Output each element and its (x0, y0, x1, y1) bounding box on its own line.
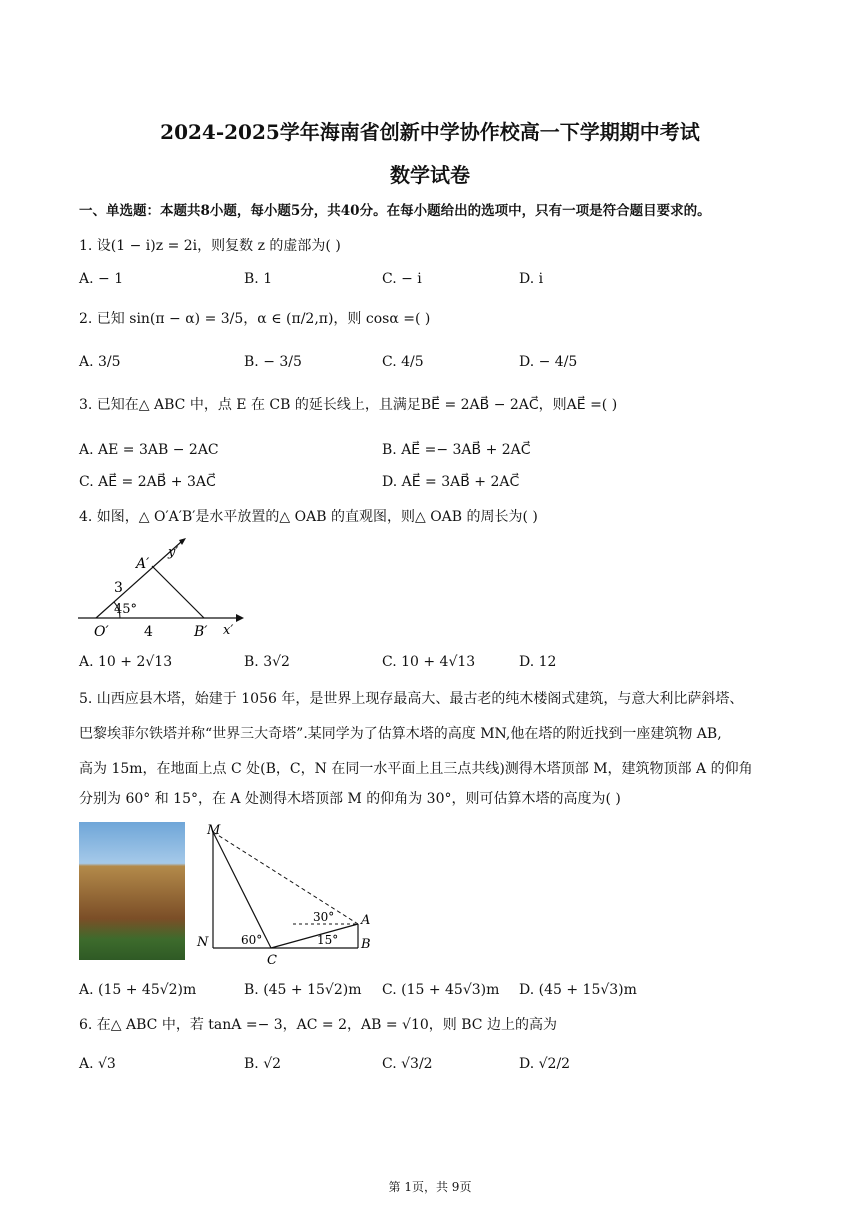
q4-figure (76, 538, 246, 642)
q1-option-c: C. − i (382, 271, 422, 287)
q1-option-b: B. 1 (244, 271, 273, 287)
q4-stem: 4. 如图，△ O′A′B′是水平放置的△ OAB 的直观图，则△ OAB 的周长为( ) (79, 509, 538, 525)
q5-option-d: D. (45 + 15√3)m (519, 982, 637, 998)
q3-option-d: D. AE⃗ = 3AB⃗ + 2AC⃗ (382, 474, 520, 490)
q6-stem: 6. 在△ ABC 中，若 tanA =− 3，AC = 2，AB = √10，则 BC 边上的高为 (79, 1017, 557, 1033)
fig-label-b2: B (361, 937, 371, 952)
section-heading: 一、单选题：本题共8小题，每小题5分，共40分。在每小题给出的选项中，只有一项是符合题目要求的。 (79, 203, 711, 219)
fig-label-a: A′ (136, 556, 150, 572)
exam-subtitle: 数学试卷 (390, 163, 470, 187)
q5-line1: 5. 山西应县木塔，始建于 1056 年，是世界上现存最高大、最古老的纯木楼阁式建筑，与意大利比萨斜塔、 (79, 691, 744, 707)
fig-label-30: 30° (313, 910, 335, 924)
q2-stem: 2. 已知 sin(π − α) = 3/5，α ∈ (π/2,π)，则 cosα =( ) (79, 311, 431, 327)
q1-stem: 1. 设(1 − i)z = 2i，则复数 z 的虚部为( ) (79, 238, 341, 254)
q3-option-c: C. AE⃗ = 2AB⃗ + 3AC⃗ (79, 474, 216, 490)
fig-label-4: 4 (144, 624, 153, 640)
fig-label-o: O′ (94, 624, 109, 640)
q5-line3: 高为 15m，在地面上点 C 处(B，C，N 在同一水平面上且三点共线)测得木塔顶部 M，建筑物顶部 A 的仰角 (79, 761, 753, 777)
q5-line2: 巴黎埃菲尔铁塔并称“世界三大奇塔”.某同学为了估算木塔的高度 MN,他在塔的附近找到一座建筑物 AB, (79, 726, 722, 742)
q2-option-a: A. 3/5 (79, 354, 121, 370)
fig-label-m: M (207, 823, 221, 838)
q4-option-c: C. 10 + 4√13 (382, 654, 476, 670)
q4-option-d: D. 12 (519, 654, 557, 670)
q6-option-b: B. √2 (244, 1056, 282, 1072)
fig-label-15: 15° (317, 933, 339, 947)
exam-title: 2024-2025学年海南省创新中学协作校高一下学期期中考试 (160, 120, 700, 144)
q1-option-d: D. i (519, 271, 544, 287)
q3-option-a: A. AE = 3AB − 2AC (79, 442, 219, 458)
q6-option-a: A. √3 (79, 1056, 116, 1072)
fig-label-a2: A (361, 913, 371, 928)
fig-label-n: N (197, 935, 209, 950)
q2-option-b: B. − 3/5 (244, 354, 302, 370)
q6-option-d: D. √2/2 (519, 1056, 571, 1072)
fig-label-x: x′ (223, 623, 234, 638)
pagoda-photo (79, 822, 185, 960)
q5-figure (193, 820, 383, 966)
page-footer: 第 1页，共 9页 (388, 1180, 472, 1194)
fig-label-y: y′ (168, 545, 179, 560)
q5-option-c: C. (15 + 45√3)m (382, 982, 500, 998)
q1-option-a: A. − 1 (79, 271, 124, 287)
fig-label-60: 60° (241, 933, 263, 947)
q3-stem: 3. 已知在△ ABC 中，点 E 在 CB 的延长线上，且满足BE⃗ = 2AB⃗ − 2AC⃗，则AE⃗ =( ) (79, 397, 618, 413)
fig-label-45: 45° (114, 602, 138, 617)
fig-label-c: C (267, 953, 277, 966)
q4-option-a: A. 10 + 2√13 (79, 654, 173, 670)
q6-option-c: C. √3/2 (382, 1056, 433, 1072)
q2-option-c: C. 4/5 (382, 354, 424, 370)
fig-label-b: B′ (194, 624, 208, 640)
q4-option-b: B. 3√2 (244, 654, 290, 670)
q3-option-b: B. AE⃗ =− 3AB⃗ + 2AC⃗ (382, 442, 531, 458)
q2-option-d: D. − 4/5 (519, 354, 578, 370)
fig-label-3: 3 (114, 580, 123, 596)
q5-line4: 分别为 60° 和 15°，在 A 处测得木塔顶部 M 的仰角为 30°，则可估算木塔的高度为( ) (79, 791, 621, 807)
q5-option-a: A. (15 + 45√2)m (79, 982, 197, 998)
q5-option-b: B. (45 + 15√2)m (244, 982, 362, 998)
